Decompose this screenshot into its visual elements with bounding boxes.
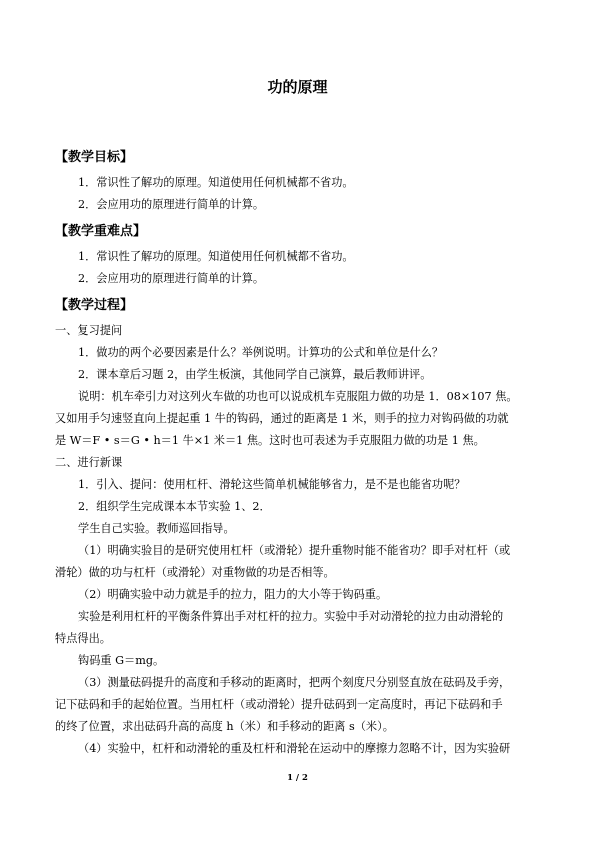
process-line: 是 W＝F • s＝G • h＝1 牛×1 米＝1 焦。这时也可表述为手克服阻力做的功是 1 焦。 — [55, 434, 485, 447]
goals-item-1: 1．常识性了解功的原理。知道使用任何机械都不省功。 — [78, 176, 354, 189]
process-line: 2．课本章后习题 2，由学生板演，其他同学自己演算，最后教师讲评。 — [78, 368, 432, 381]
keypoints-item-1: 1．常识性了解功的原理。知道使用任何机械都不省功。 — [78, 250, 354, 263]
goals-item-2: 2．会应用功的原理进行简单的计算。 — [78, 198, 265, 211]
process-line: （1）明确实验目的是研究使用杠杆（或滑轮）提升重物时能不能省功？即手对杠杆（或 — [78, 544, 511, 557]
process-line: 说明：机车牵引力对这列火车做的功也可以说成机车克服阻力做的功是 1．08×107 焦。 — [78, 390, 518, 403]
process-line: 记下砝码和手的起始位置。当用杠杆（或动滑轮）提升砝码到一定高度时，再记下砝码和手 — [55, 698, 503, 711]
page-number: 1 / 2 — [287, 773, 308, 783]
page-title: 功的原理 — [267, 78, 328, 96]
process-line: 又如用手匀速竖直向上提起重 1 牛的钩码，通过的距离是 1 米，则手的拉力对钩码做的功就 — [55, 412, 509, 425]
process-line: 钩码重 G＝mg。 — [78, 654, 165, 667]
process-line: 一、复习提问 — [55, 324, 123, 337]
process-line: 2．组织学生完成课本本节实验 1、2． — [78, 500, 271, 513]
process-line: 滑轮）做的功与杠杆（或滑轮）对重物做的功是否相等。 — [55, 566, 335, 579]
process-line: （4）实验中，杠杆和动滑轮的重及杠杆和滑轮在运动中的摩擦力忽略不计，因为实验研 — [78, 742, 511, 755]
process-line: 1．做功的两个必要因素是什么？举例说明。计算功的公式和单位是什么？ — [78, 346, 444, 359]
keypoints-item-2: 2．会应用功的原理进行简单的计算。 — [78, 272, 265, 285]
section-heading-keypoints: 【教学重难点】 — [55, 224, 147, 239]
section-heading-process: 【教学过程】 — [55, 298, 134, 313]
process-line: 实验是利用杠杆的平衡条件算出手对杠杆的拉力。实验中手对动滑轮的拉力由动滑轮的 — [78, 610, 504, 623]
process-line: 的终了位置，求出砝码升高的高度 h（米）和手移动的距离 s（米）。 — [55, 720, 394, 733]
process-line: 1．引入、提问：使用杠杆、滑轮这些简单机械能够省力，是不是也能省功呢？ — [78, 478, 466, 491]
process-line: （2）明确实验中动力就是手的拉力，阻力的大小等于钩码重。 — [78, 588, 388, 601]
process-line: （3）测量砝码提升的高度和手移动的距离时，把两个刻度尺分别竖直放在砝码及手旁， — [78, 676, 511, 689]
process-line: 二、进行新课 — [55, 456, 123, 469]
process-line: 特点得出。 — [55, 632, 111, 645]
section-heading-goals: 【教学目标】 — [55, 150, 134, 165]
process-line: 学生自己实验。教师巡回指导。 — [78, 522, 235, 535]
